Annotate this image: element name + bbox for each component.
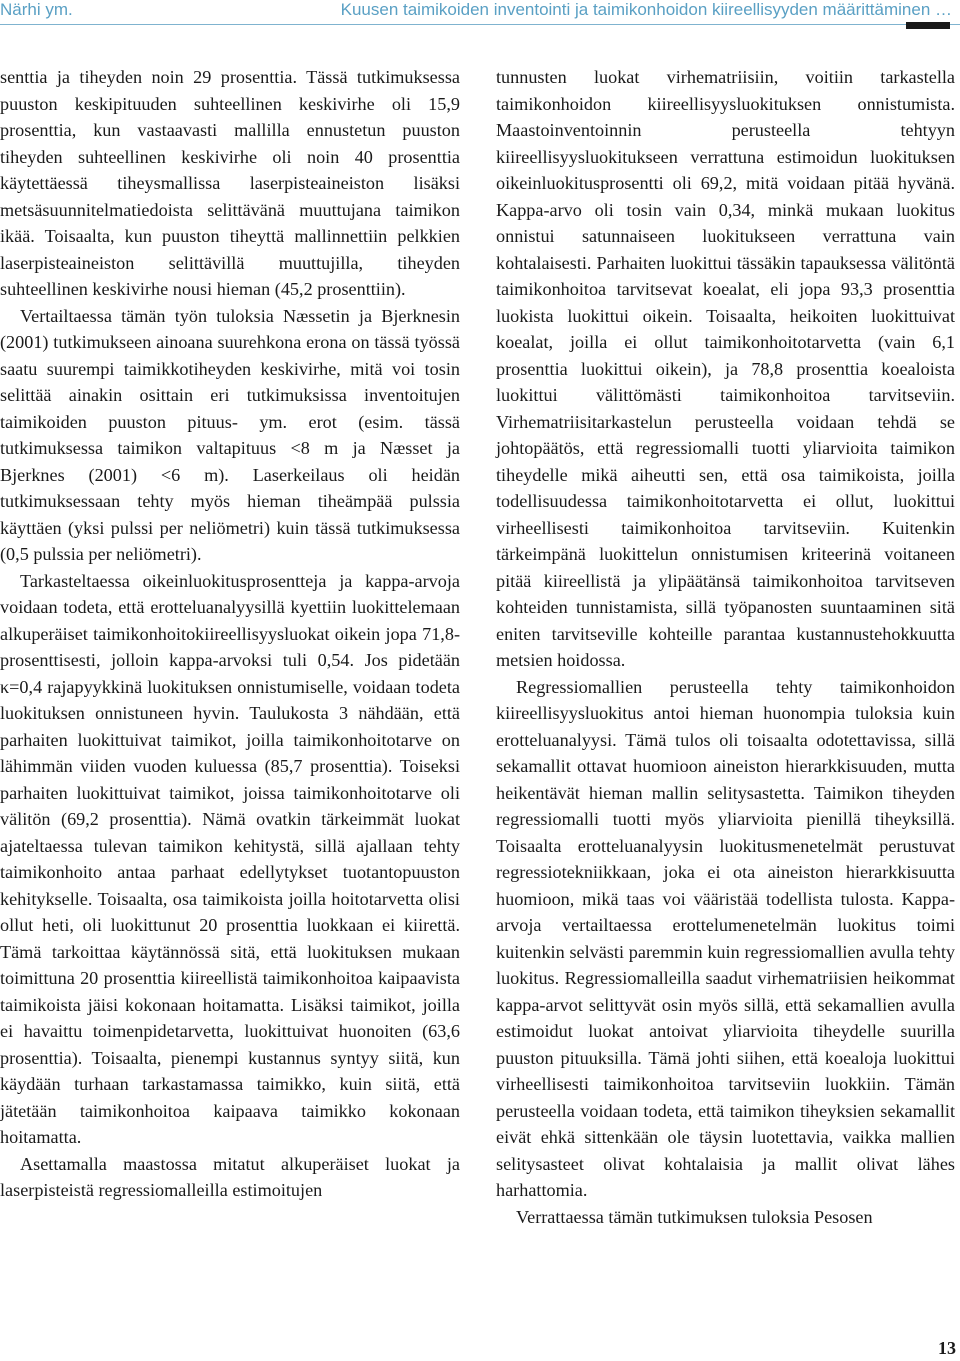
page-number: 13 bbox=[938, 1338, 956, 1358]
left-paragraph-1: senttia ja tiheyden noin 29 prosenttia. Tässä tutkimuksessa puuston keskipituuden suhteellinen keskivirhe oli 15,9 prosenttia, kun vastaavasti mallilla ennustetun puuston tiheyden suhteellinen keskivirhe oli noin 40 prosenttia käytettäessä tiheysmallissa laserpisteaineiston lisäksi metsäsuunnitelmatiedoista selittävänä muuttujana taimikon ikää. Toisaalta, kun puuston tiheyttä mallinnettiin pelkkien laserpisteaineiston selittävillä muuttujilla, tiheyden suhteellinen keskivirhe nousi hieman (45,2 prosenttiin). bbox=[0, 67, 460, 299]
left-paragraph-3: Tarkasteltaessa oikeinluokitusprosentteja ja kappa-arvoja voidaan todeta, että erotteluanalyysillä kyettiin luokittelemaan alkuperäiset taimikonhoitokiireellisyysluokat oikein jopa 71,8-prosenttisesti, jolloin kappa-arvoksi tuli 0,54. Jos pidetään κ=0,4 rajapyykkinä luokituksen onnistumiselle, voidaan todeta luokituksen onnistuneen hyvin. Taulukosta 3 nähdään, että parhaiten luokittuivat taimikot, joilla taimikonhoitotarve on lähimmän viiden vuoden kuluessa (85,7 prosenttia). Toiseksi parhaiten luokittuivat taimikot, joissa taimikonhoitotarve oli välitön (69,2 prosenttia). Nämä ovatkin tärkeimmät luokat ajateltaessa tulevan taimikon kehitystä, sillä ajallaan tehty taimikonhoito antaa parhaat edellytykset tuotantopuuston kehitykselle. Toisaalta, osa taimikoista joilla hoitotarvetta olisi ollut heti, oli luokittunut 20 prosenttia luokkaan ei kiirettä. Tämä tarkoittaa käytännössä sitä, että luokituksen mukaan toimittuna 20 prosenttia kiireellistä taimikonhoitoa kaipaavista taimikoista jäisi kokonaan hoitamatta. Lisäksi taimikot, joilla ei havaittu toimenpidetarvetta, luokittuivat huonoiten (63,6 prosenttia). Toisaalta, pienempi kustannus syntyy siitä, kun käydään turhaan tarkastamassa taimikko, kuin siitä, että jätetään taimikonhoitoa kaipaava taimikko kokonaan hoitamatta. bbox=[0, 570, 460, 1147]
header-bar bbox=[906, 22, 950, 29]
right-paragraph-1: tunnusten luokat virhematriisiin, voitiin tarkastella taimikonhoidon kiireellisyysluokituksen onnistumista. Maastoinventoinnin perusteella tehtyyn kiireellisyysluokitukseen verrattuna estimoidun luokituksen oikeinluokitusprosentti oli 69,2, mitä voidaan pitää hyvänä. Kappa-arvo oli tosin vain 0,34, minkä mukaan luokitus onnistui satunnaiseen luokitukseen verrattuna vain kohtalaisesti. Parhaiten luokittui tässäkin tapauksessa välitöntä taimikonhoitoa tarvitsevat koealat, eli jopa 93,3 prosenttia luokista luokittui oikein. Toisaalta, heikoiten luokittuivat koealat, joilla ei ollut taimikonhoitotarvetta (vain 6,1 prosenttia luokittui oikein), ja 78,8 prosenttia koealoista luokittui välittömästi taimikonhoitoa tarvitseviin. Virhematriisitarkastelun perusteella voidaan tehdä se johtopäätös, että regressiomalli tuotti yliarvioita taimikon tiheydelle mikä aiheutti sen, että osa taimikoista, joilla todellisuudessa taimikonhoitotarvetta ei ollut, luokittui virheellisesti taimikonhoitoa tarvitseviin. Kuitenkin tärkeimpänä luokittelun onnistumisen kriteerinä voitaneen pitää kiireellistä ja ylipäätänsä taimikonhoitoa tarvitseven kohteiden tunnistamista, sillä työpanosten suuntaaminen sitä eniten tarvitseville kohteille parantaa kustannustehokkuutta metsien hoidossa. bbox=[496, 67, 955, 670]
left-column bbox=[0, 64, 460, 1204]
right-paragraph-2: Regressiomallien perusteella tehty taimikonhoidon kiireellisyysluokitus antoi hieman huonompia tuloksia kuin erotteluanalyysi. Tämä tulos oli toisaalta odotettavissa, sillä sekamallit ottavat huomioon aineiston hierarkkisuuden, mutta heikentävät hieman mallin selitysastetta. Taimikon tiheyden regressiomalli tuotti myös yliarvioita pienillä tiheyksillä. Toisaalta erotteluanalyysin luokitusmenetelmät perustuvat regressiotekniikkaan, joka ei ota aineiston hierarkkisuutta huomioon, mikä taas voi vääristää todellista tulosta. Kappa-arvoja vertailtaessa erottelumenetelmän luokitus toimi kuitenkin selvästi paremmin kuin regressiomallien avulla tehty luokitus. Regressiomalleilla saadut virhematriisien heikommat kappa-arvot selittyvät osin myös sillä, että sekamallien avulla estimoidut luokat antoivat yliarvioita tiheydelle suurilla puuston pituuksilla. Tämä johti siihen, että koealoja luokittui virheellisesti taimikonhoitoa tarvitseviin luokkiin. Tämän perusteella voidaan todeta, että taimikon tiheyksien sekamallit eivät ehkä sittenkään ole täysin luotettavia, vaikka mallien selitysasteet olivat kohtalaisia ja mallit olivat lähes harhattomia. bbox=[496, 676, 955, 1200]
header-author: Närhi ym. bbox=[0, 0, 73, 19]
running-header bbox=[0, 0, 960, 30]
header-rule bbox=[0, 24, 960, 25]
right-paragraph-3: Verrattaessa tämän tutkimuksen tuloksia Pesosen bbox=[516, 1206, 873, 1227]
left-paragraph-2: Vertailtaessa tämän työn tuloksia Næssetin ja Bjerknesin (2001) tutkimukseen ainoana suurehkona erona on tässä työssä saatu suurempi taimikkotiheyden keskivirhe, mitä voi tosin selittää ainakin osittain eri tutkimuksissa inventoitujen taimikoiden puuston pituus- ym. erot (esim. tässä tutkimuksessa taimikon valtapituus <8 m ja Næsset ja Bjerknes (2001) <6 m). Laserkeilaus oli heidän tutkimuksessaan tehty myös hieman tiheämpää pulssia käyttäen (yksi pulssi per neliömetri) kuin tässä tutkimuksessa (0,5 pulssia per neliömetri). bbox=[0, 305, 460, 564]
right-column bbox=[496, 64, 955, 1230]
left-paragraph-4: Asettamalla maastossa mitatut alkuperäiset luokat ja laserpisteistä regressiomalleilla estimoitujen bbox=[0, 1153, 460, 1200]
header-running-title: Kuusen taimikoiden inventointi ja taimikonhoidon kiireellisyyden määrittäminen … bbox=[340, 0, 952, 19]
